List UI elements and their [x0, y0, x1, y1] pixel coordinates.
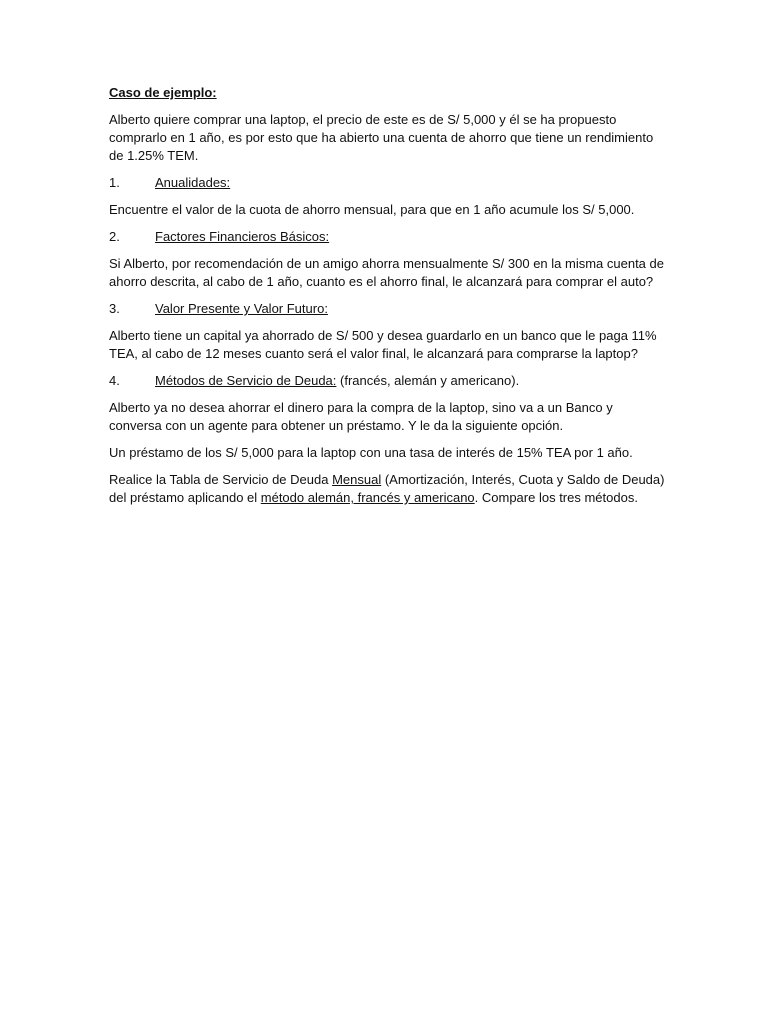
section-title: Anualidades: — [155, 175, 231, 190]
section-4-text: Alberto ya no desea ahorrar el dinero para la compra de la laptop, sino va a un Banco y conversa con un agente para obtener un préstamo. Y le da la siguiente opción. — [109, 400, 613, 433]
section-title-wrap — [155, 372, 519, 390]
section-4-heading — [109, 372, 669, 390]
section-title: Valor Presente y Valor Futuro: — [155, 301, 328, 316]
final-part-3: . Compare los tres métodos. — [474, 490, 638, 505]
final-part-2: (Amortización, Interés, Cuota y Saldo de Deuda) del préstamo aplicando el — [109, 472, 665, 505]
section-title: Métodos de Servicio de Deuda: — [155, 373, 337, 388]
section-2-text: Si Alberto, por recomendación de un amigo ahorra mensualmente S/ 300 en la misma cuenta de ahorro descrita, al cabo de 1 año, cuanto es el ahorro final, le alcanzará para comprar el auto? — [109, 256, 664, 289]
section-number: 2. — [109, 229, 120, 244]
section-number: 1. — [109, 175, 120, 190]
section-3-heading — [109, 300, 669, 318]
intro-paragraph: Alberto quiere comprar una laptop, el precio de este es de S/ 5,000 y él se ha propuesto comprarlo en 1 año, es por esto que ha abierto una cuenta de ahorro que tiene un rendimiento de 1.25% TEM. — [109, 112, 654, 163]
section-4-text-2: Un préstamo de los S/ 5,000 para la laptop con una tasa de interés de 15% TEA por 1 año. — [109, 445, 633, 460]
final-underline-2: método alemán, francés y americano — [260, 490, 475, 505]
section-number: 3. — [109, 301, 120, 316]
section-1-text: Encuentre el valor de la cuota de ahorro mensual, para que en 1 año acumule los S/ 5,000. — [109, 202, 635, 217]
final-underline-1: Mensual — [332, 472, 382, 487]
section-4-final — [109, 471, 669, 507]
final-part-1: Realice la Tabla de Servicio de Deuda — [109, 472, 333, 487]
section-title: Factores Financieros Básicos: — [155, 229, 330, 244]
section-1-heading — [109, 174, 669, 192]
section-number: 4. — [109, 373, 120, 388]
section-title-suffix: (francés, alemán y americano). — [336, 373, 520, 388]
section-3-text: Alberto tiene un capital ya ahorrado de S/ 500 y desea guardarlo en un banco que le paga 11% TEA, al cabo de 12 meses cuanto será el valor final, le alcanzará para comprarse la laptop? — [109, 328, 657, 361]
document-title: Caso de ejemplo: — [109, 85, 217, 100]
document-page — [109, 84, 669, 516]
section-2-heading — [109, 228, 669, 246]
